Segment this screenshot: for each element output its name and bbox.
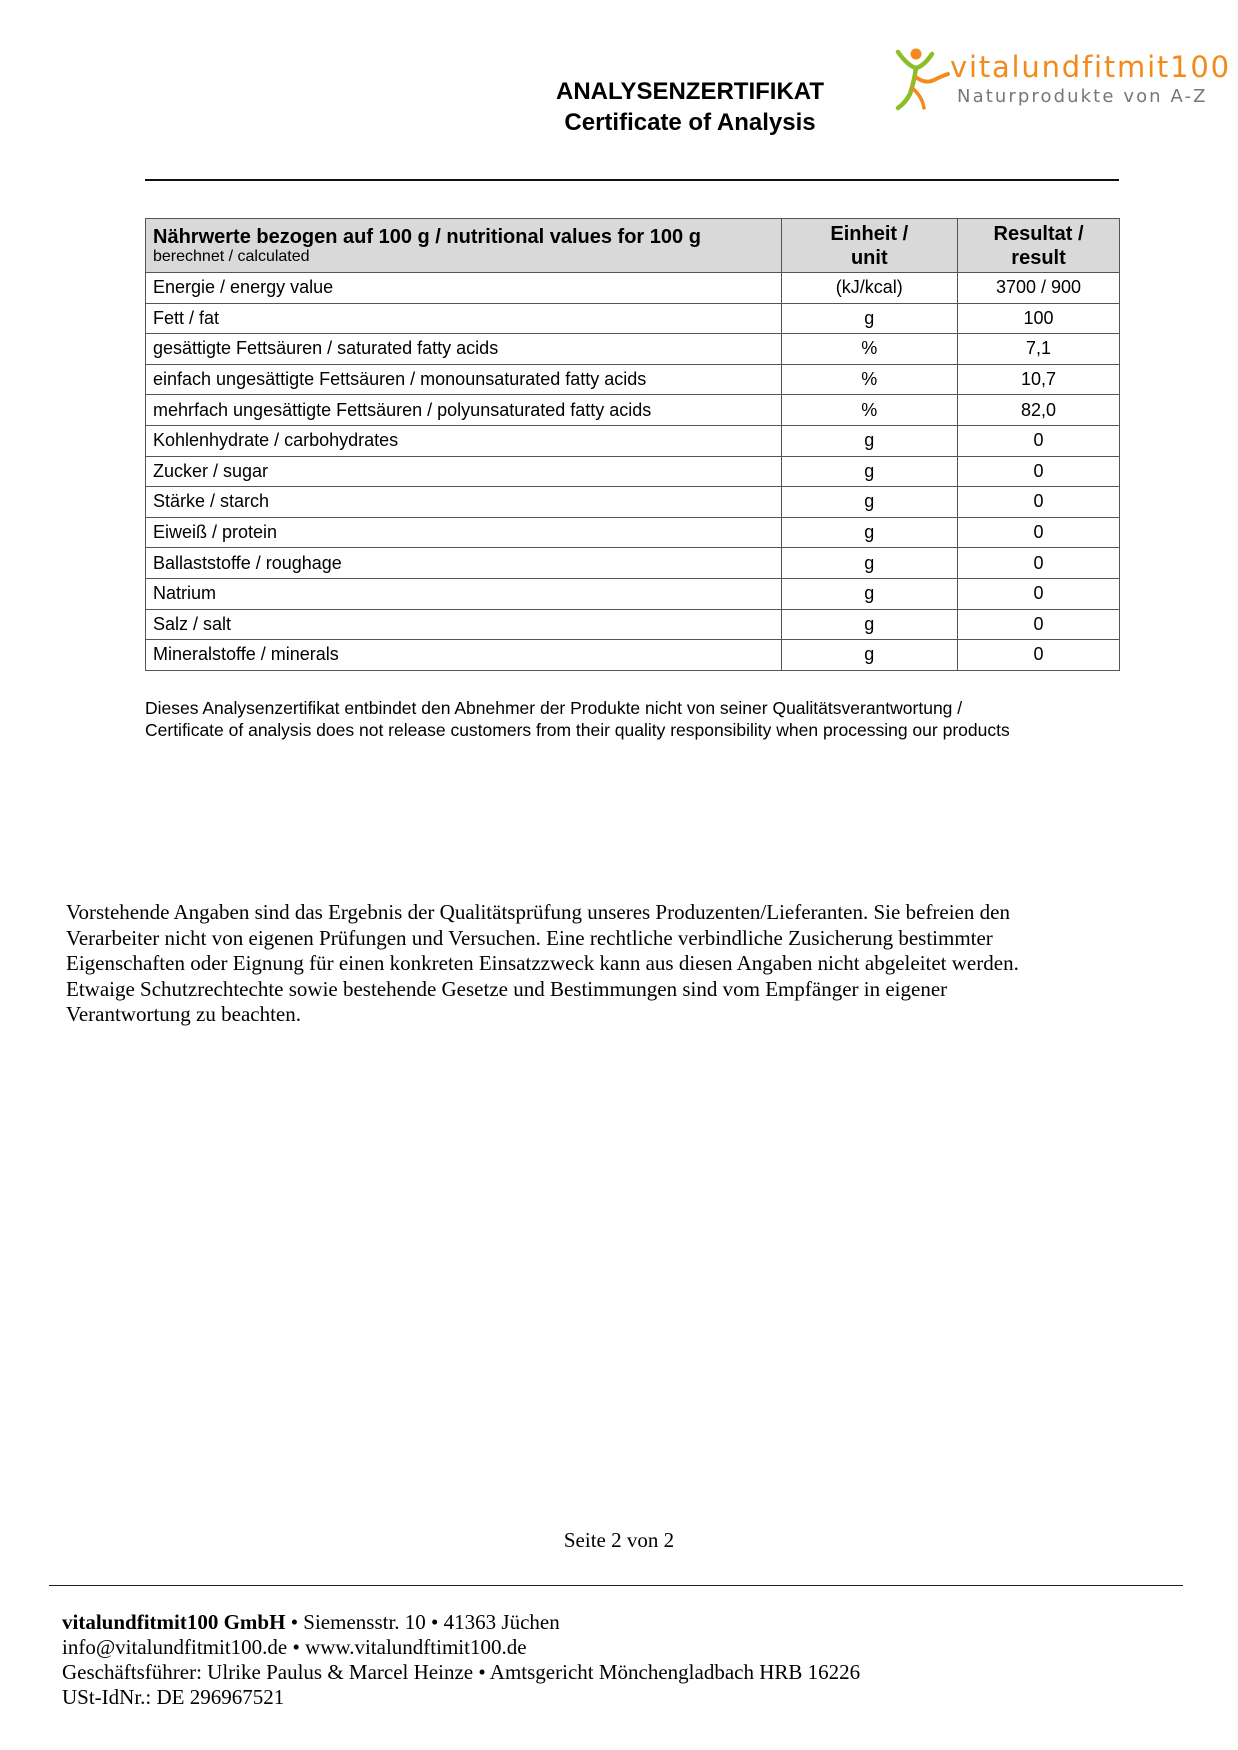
row-name: Zucker / sugar	[146, 456, 782, 487]
row-unit: g	[781, 517, 958, 548]
row-name: Kohlenhydrate / carbohydrates	[146, 425, 782, 456]
row-name: Stärke / starch	[146, 487, 782, 518]
header-unit-line2: unit	[850, 246, 888, 269]
row-name: gesättigte Fettsäuren / saturated fatty acids	[146, 334, 782, 365]
table-row	[146, 578, 1120, 609]
quality-disclaimer	[145, 697, 1105, 741]
disclaimer-line-de: Dieses Analysenzertifikat entbindet den Abnehmer der Produkte nicht von seiner Qualitätsverantwortung /	[145, 698, 963, 718]
logo-tagline: Naturprodukte von A-Z	[957, 86, 1208, 107]
row-result: 3700 / 900	[958, 273, 1120, 304]
row-name: Mineralstoffe / minerals	[146, 640, 782, 671]
row-result: 0	[958, 456, 1120, 487]
table-header-row	[146, 219, 1120, 273]
table-row	[146, 425, 1120, 456]
row-name: einfach ungesättigte Fettsäuren / monounsaturated fatty acids	[146, 364, 782, 395]
row-result: 0	[958, 609, 1120, 640]
row-unit: %	[781, 334, 958, 365]
notice-line: Verarbeiter nicht von eigenen Prüfungen und Versuchen. Eine rechtliche verbindliche Zusicherung bestimmter	[66, 925, 993, 950]
row-name: mehrfach ungesättigte Fettsäuren / polyunsaturated fatty acids	[146, 395, 782, 426]
document-title	[440, 76, 940, 138]
row-unit: g	[781, 609, 958, 640]
header-divider	[145, 179, 1119, 181]
footer-vat-id: USt-IdNr.: DE 296967521	[62, 1685, 285, 1709]
header-result-line2: result	[1011, 246, 1066, 269]
header-result-line1: Resultat /	[993, 222, 1084, 245]
table-row	[146, 487, 1120, 518]
header-description-sub: berechnet / calculated	[153, 247, 310, 265]
notice-line: Verantwortung zu beachten.	[66, 1002, 301, 1026]
header-result	[958, 219, 1120, 273]
title-english: Certificate of Analysis	[564, 109, 816, 136]
row-unit: g	[781, 640, 958, 671]
header-description	[146, 219, 782, 273]
header-unit	[781, 219, 958, 273]
footer-company-name: vitalundfitmit100 GmbH	[62, 1610, 286, 1634]
row-result: 100	[958, 303, 1120, 334]
row-name: Fett / fat	[146, 303, 782, 334]
header-description-main: Nährwerte bezogen auf 100 g / nutritional values for 100 g	[153, 225, 701, 248]
row-name: Natrium	[146, 578, 782, 609]
header-unit-line1: Einheit /	[830, 222, 909, 245]
table-row	[146, 640, 1120, 671]
row-unit: g	[781, 548, 958, 579]
row-unit: g	[781, 456, 958, 487]
page-number: Seite 2 von 2	[563, 1528, 675, 1552]
table-row	[146, 548, 1120, 579]
row-result: 0	[958, 640, 1120, 671]
row-result: 0	[958, 425, 1120, 456]
legal-notice	[66, 900, 1186, 1028]
row-result: 0	[958, 517, 1120, 548]
row-unit: g	[781, 425, 958, 456]
footer-address-line	[62, 1610, 1162, 1635]
row-name: Energie / energy value	[146, 273, 782, 304]
notice-line: Eigenschaften oder Eignung für einen konkreten Einsatzzweck kann aus diesen Angaben nicht abgeleitet werden.	[66, 951, 1019, 975]
row-result: 82,0	[958, 395, 1120, 426]
row-unit: g	[781, 487, 958, 518]
row-result: 0	[958, 548, 1120, 579]
notice-line: Etwaige Schutzrechtechte sowie bestehende Gesetze und Bestimmungen sind vom Empfänger in eigener	[66, 976, 948, 1001]
row-unit: g	[781, 578, 958, 609]
company-logo	[890, 44, 1231, 114]
company-footer	[62, 1610, 1162, 1710]
row-name: Ballaststoffe / roughage	[146, 548, 782, 579]
nutrition-table	[145, 218, 1120, 671]
row-unit: g	[781, 303, 958, 334]
row-result: 10,7	[958, 364, 1120, 395]
row-unit: %	[781, 364, 958, 395]
table-row	[146, 334, 1120, 365]
table-row	[146, 456, 1120, 487]
table-row	[146, 364, 1120, 395]
row-name: Eiweiß / protein	[146, 517, 782, 548]
footer-contact: info@vitalundfitmit100.de • www.vitalundftimit100.de	[62, 1635, 527, 1659]
footer-divider	[49, 1585, 1183, 1586]
disclaimer-line-en: Certificate of analysis does not release customers from their quality responsibility when processing our products	[145, 720, 1010, 740]
logo-brand-text: vitalundfitmit100	[950, 50, 1231, 84]
row-unit: (kJ/kcal)	[781, 273, 958, 304]
row-name: Salz / salt	[146, 609, 782, 640]
row-result: 7,1	[958, 334, 1120, 365]
title-german: ANALYSENZERTIFIKAT	[555, 78, 824, 105]
notice-line: Vorstehende Angaben sind das Ergebnis der Qualitätsprüfung unseres Produzenten/Lieferanten. Sie befreien den	[66, 900, 1010, 924]
row-result: 0	[958, 487, 1120, 518]
table-row	[146, 273, 1120, 304]
footer-address: • Siemensstr. 10 • 41363 Jüchen	[285, 1610, 560, 1634]
table-row	[146, 609, 1120, 640]
row-result: 0	[958, 578, 1120, 609]
footer-management: Geschäftsführer: Ulrike Paulus & Marcel Heinze • Amtsgericht Mönchengladbach HRB 16226	[62, 1660, 861, 1684]
table-row	[146, 517, 1120, 548]
row-unit: %	[781, 395, 958, 426]
table-row	[146, 395, 1120, 426]
table-row	[146, 303, 1120, 334]
